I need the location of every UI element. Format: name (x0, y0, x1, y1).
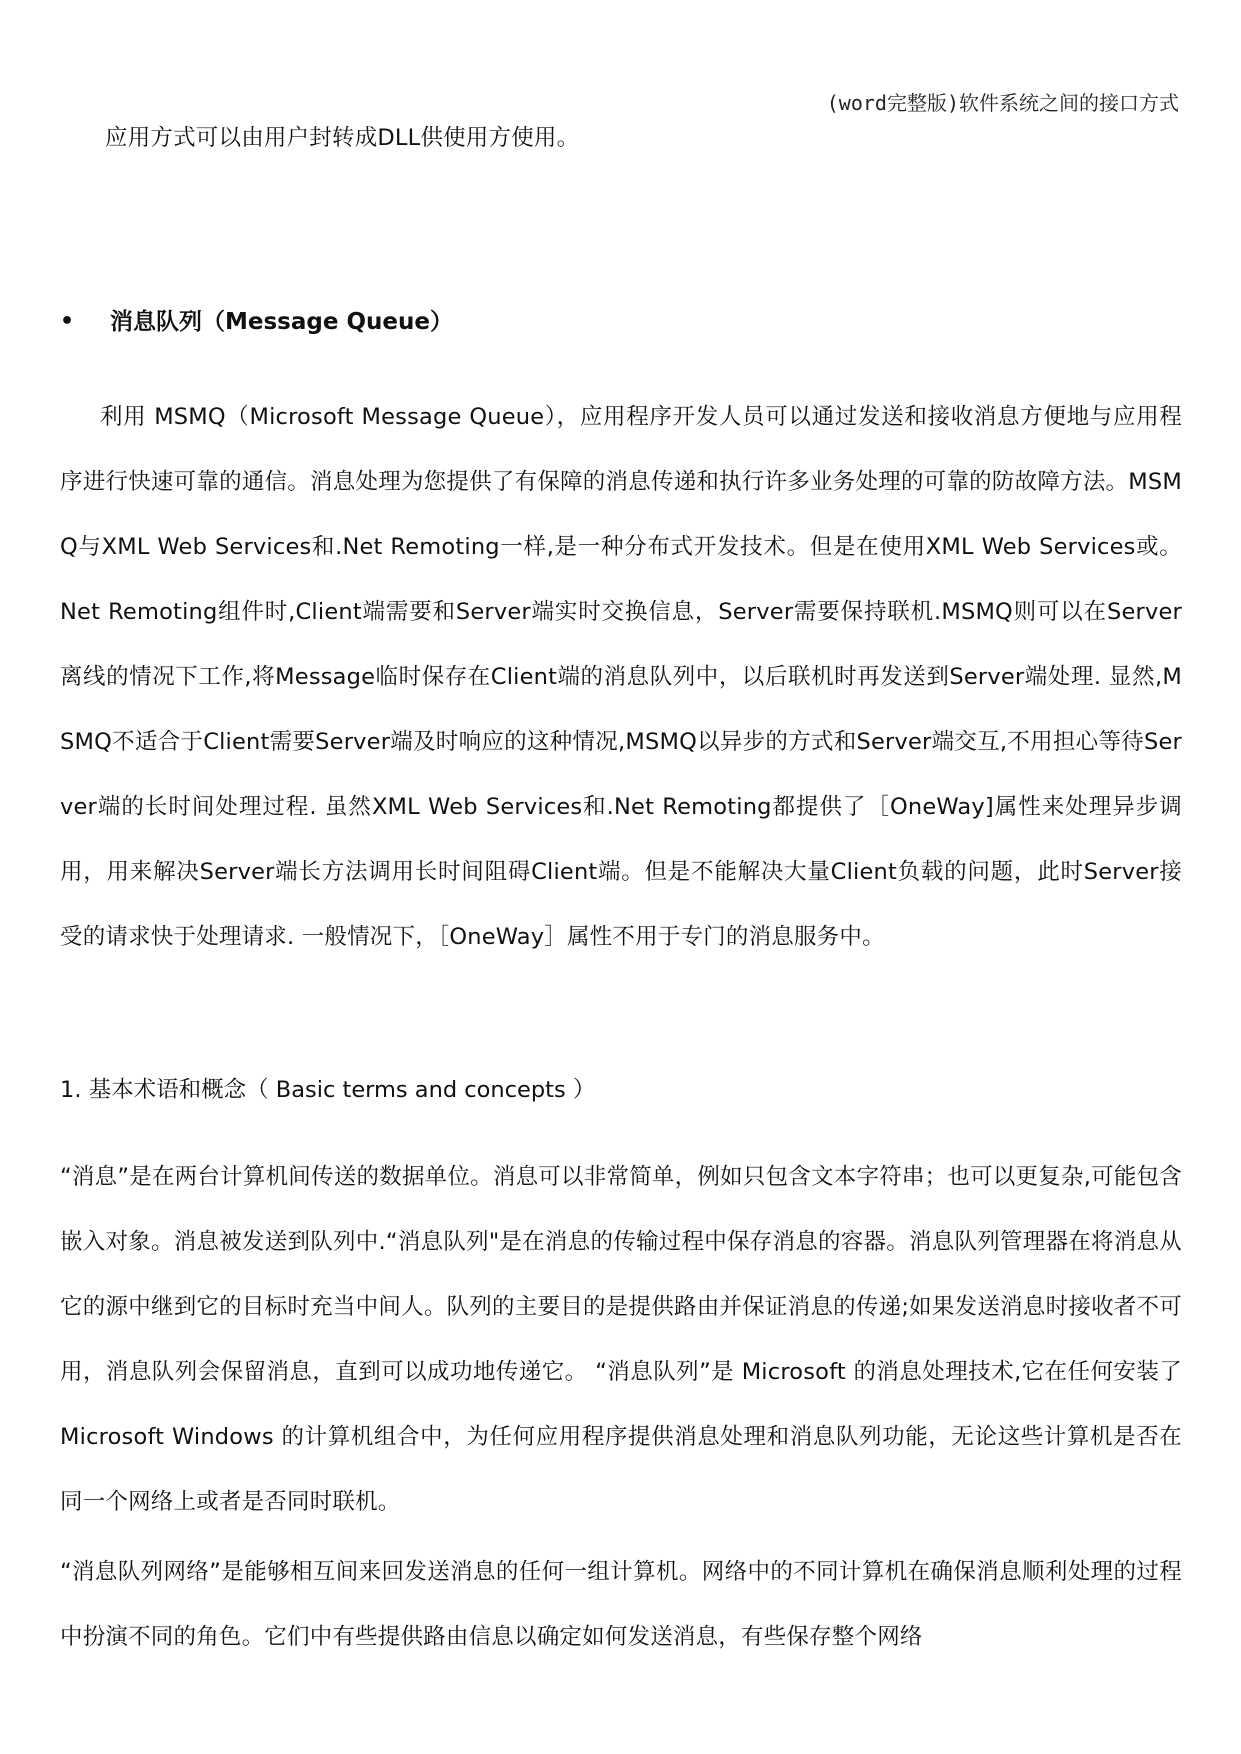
section-heading-text: 消息队列（Message Queue） (110, 309, 453, 335)
paragraph-message-definition: “消息”是在两台计算机间传送的数据单位。消息可以非常简单，例如只包含文本字符串；也可以更复杂,可能包含嵌入对象。消息被发送到队列中.“消息队列"是在消息的传输过程中保存消息的容器。消息队列管理器在将消息从它的源中继到它的目标时充当中间人。队列的主要目的是提供路由并保证消息的传递;如果发送消息时接收者不可用，消息队列会保留消息，直到可以成功地传递它。 “消息队列”是 Microsoft 的消息处理技术,它在任何安装了 Microsoft Windows 的计算机组合中，为任何应用程序提供消息处理和消息队列功能，无论这些计算机是否在同一个网络上或者是否同时联机。 (60, 1164, 1182, 1515)
paragraph-msmq-intro: 利用 MSMQ（Microsoft Message Queue），应用程序开发人员可以通过发送和接收消息方便地与应用程序进行快速可靠的通信。消息处理为您提供了有保障的消息传递和执行许多业务处理的可靠的防故障方法。MSMQ与XML Web Services和.Net Remoting一样,是一种分布式开发技术。但是在使用XML Web Services或。Net Remoting组件时,Client端需要和Server端实时交换信息，Server需要保持联机.MSMQ则可以在Server离线的情况下工作,将Message临时保存在Client端的消息队列中，以后联机时再发送到Server端处理. 显然,MSMQ不适合于Client需要Server端及时响应的这种情况,MSMQ以异步的方式和Server端交互,不用担心等待Server端的长时间处理过程. 虽然XML Web Services和.Net Remoting都提供了［OneWay]属性来处理异步调用，用来解决Server端长方法调用长时间阻碍Client端。但是不能解决大量Client负载的问题，此时Server接受的请求快于处理请求. 一般情况下，［OneWay］属性不用于专门的消息服务中。 (60, 404, 1182, 950)
bullet-icon: • (60, 309, 75, 334)
section-heading (60, 305, 453, 339)
running-header: (word完整版)软件系统之间的接口方式 (826, 91, 1179, 115)
paragraph-queue-network: “消息队列网络”是能够相互间来回发送消息的任何一组计算机。网络中的不同计算机在确保消息顺利处理的过程中扮演不同的角色。它们中有些提供路由信息以确定如何发送消息，有些保存整个网络 (60, 1559, 1182, 1650)
subheading-basic-terms: 1. 基本术语和概念（ Basic terms and concepts ） (60, 1077, 596, 1103)
intro-paragraph: 应用方式可以由用户封转成DLL供使用方使用。 (105, 125, 580, 151)
